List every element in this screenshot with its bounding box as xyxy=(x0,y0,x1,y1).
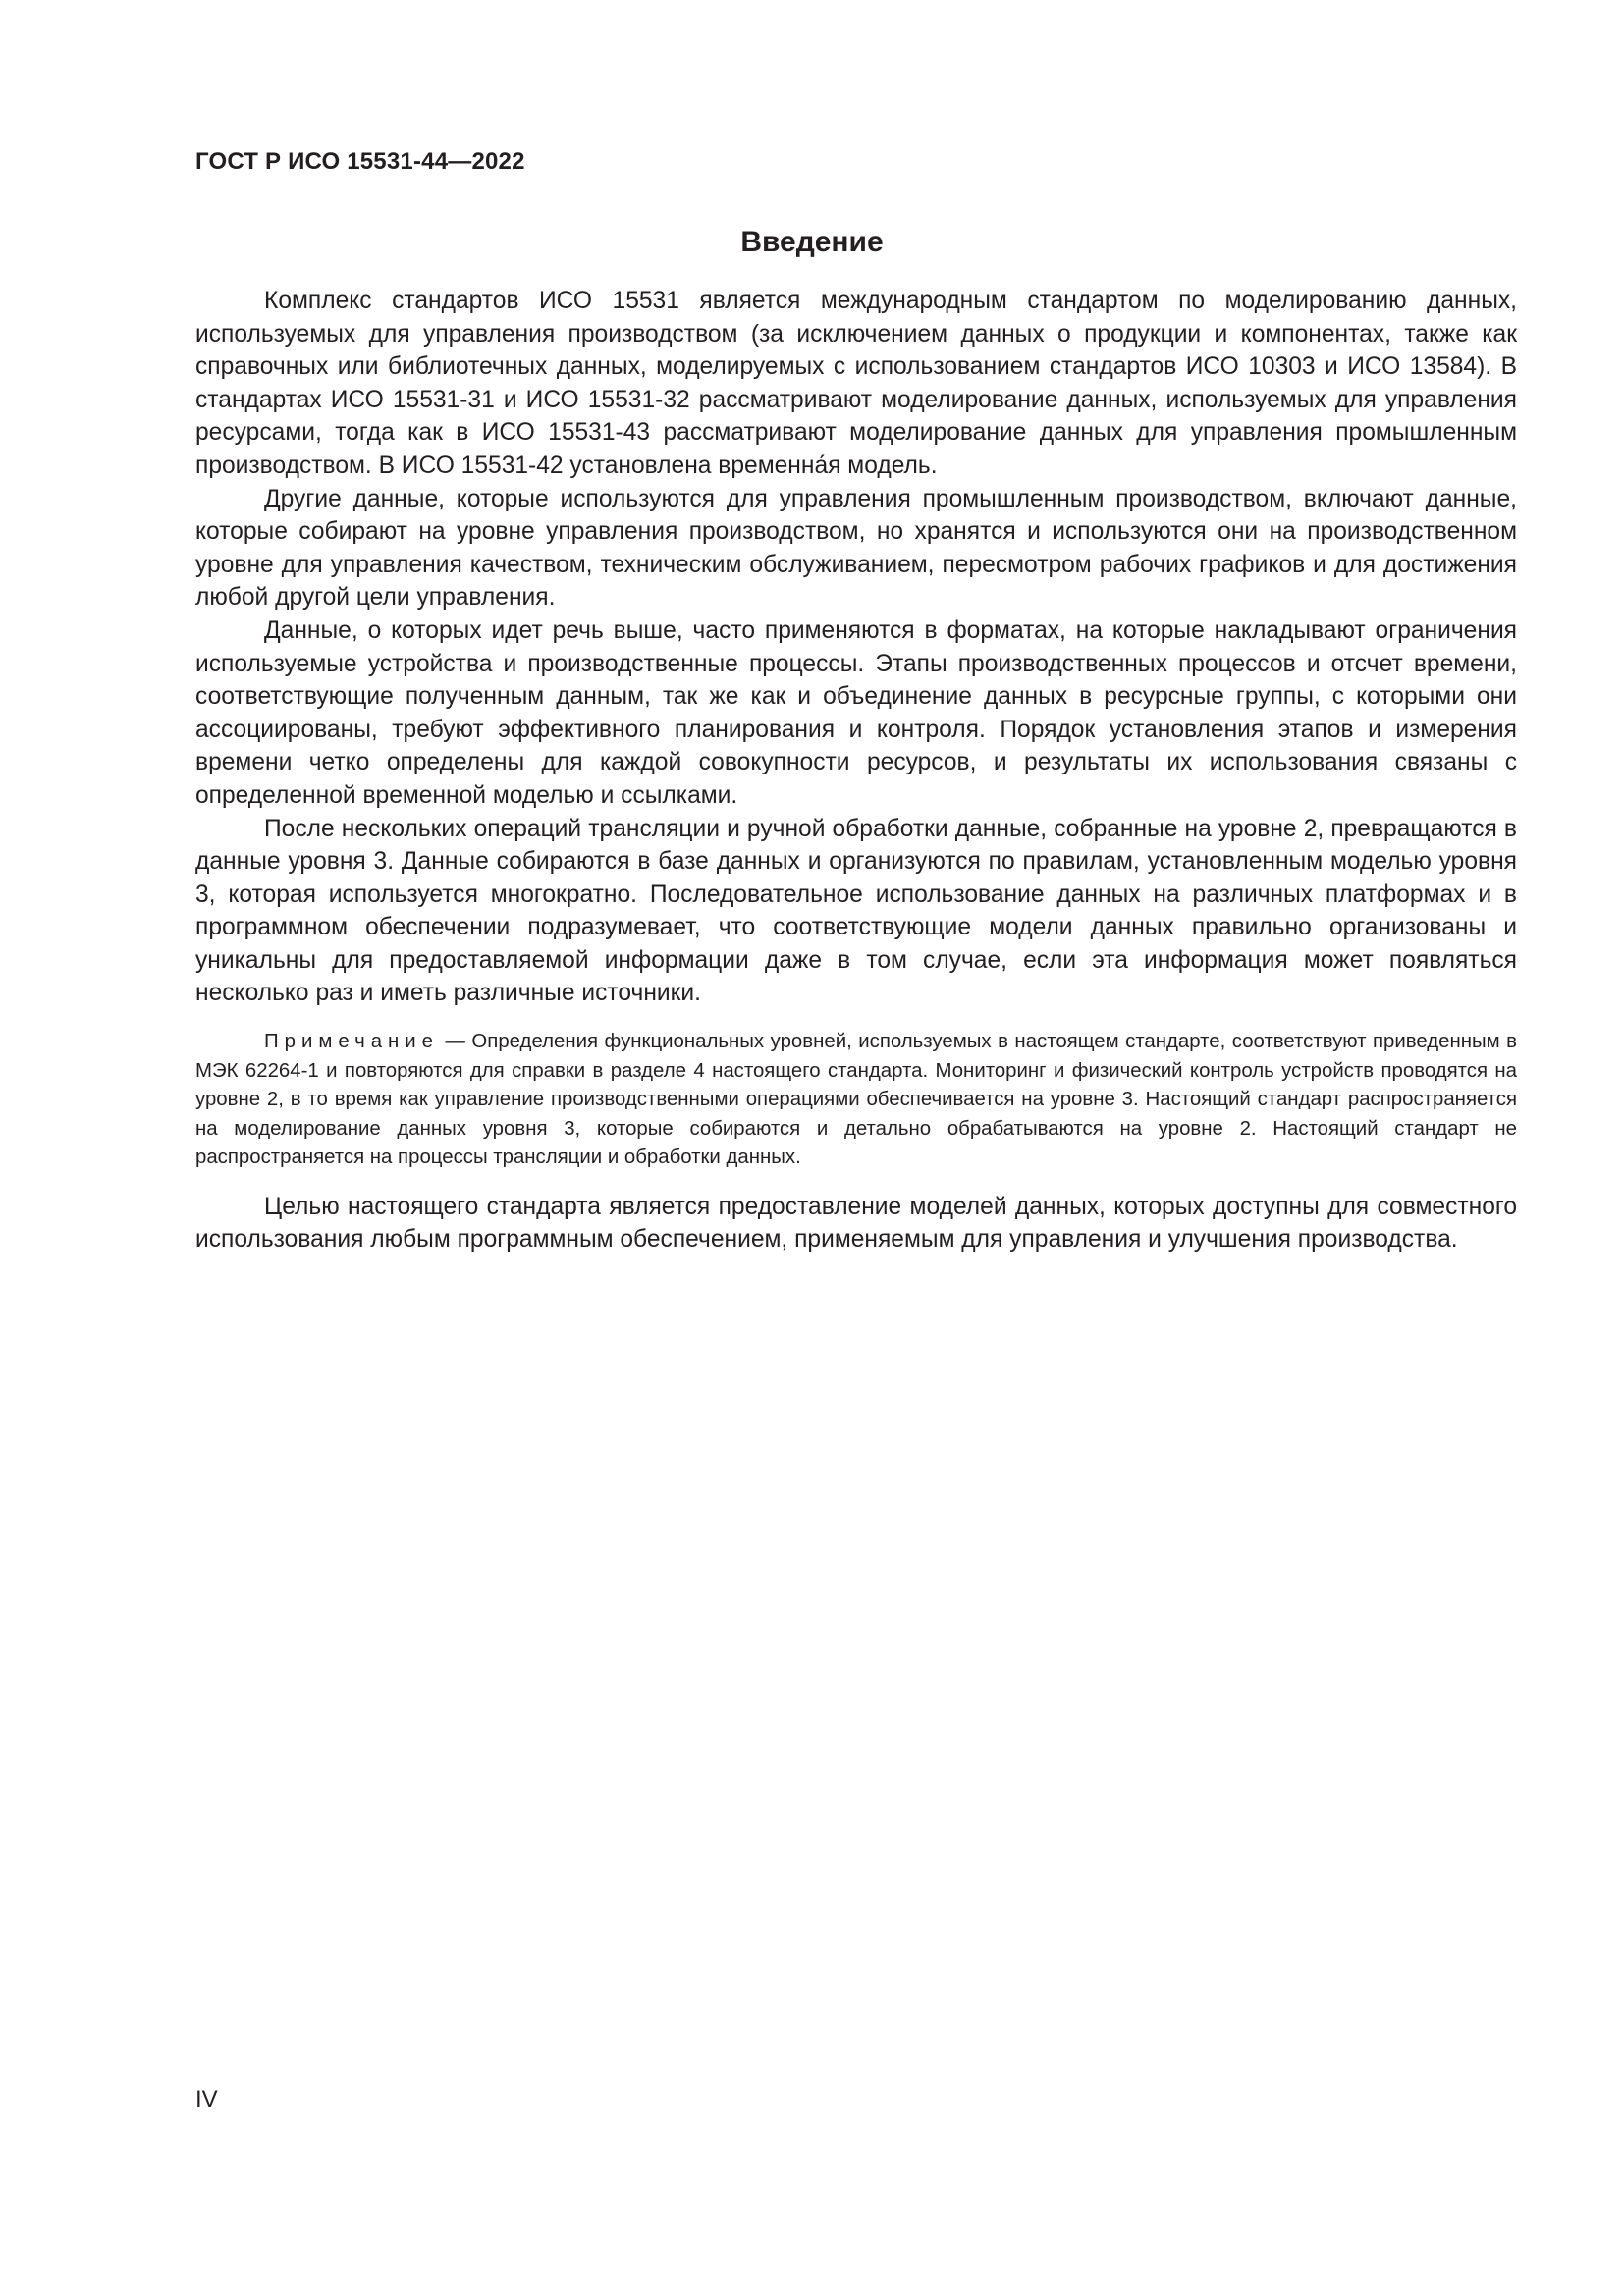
note-paragraph xyxy=(195,1028,1517,1173)
body-paragraph: После нескольких операций трансляции и ручной обработки данные, собранные на уровне 2, превращаются в данные уровня 3. Данные собираются в базе данных и организуются по правилам, установленным моделью уровня 3, которая используется многократно. Последовательное использование данных на различных платформах и в программном обеспечении подразумевает, что соответствующие модели данных правильно организованы и уникальны для предоставляемой информации даже в том случае, если эта информация может появляться несколько раз и иметь различные источники. xyxy=(195,815,1517,1007)
body-paragraph: Другие данные, которые используются для управления промышленным производством, включают данные, которые собирают на уровне управления производством, но хранятся и используются они на производственном уровне для управления качеством, техническим обслуживанием, пересмотром рабочих графиков и для достижения любой другой цели управления. xyxy=(195,485,1517,612)
document-code-header: ГОСТ Р ИСО 15531-44—2022 xyxy=(195,148,525,175)
body-paragraph: Комплекс стандартов ИСО 15531 является международным стандартом по моделированию данных, используемых для управления производством (за исключением данных о продукции и компонентах, также как справочных или библиотечных данных, моделируемых с использованием стандартов ИСО 10303 и ИСО 13584). В стандартах ИСО 15531-31 и ИСО 15531-32 рассматривают моделирование данных, используемых для управления ресурсами, тогда как в ИСО 15531-43 рассматривают моделирование данных для управления промышленным производством. В ИСО 15531-42 установлена временна́я модель. xyxy=(195,288,1517,479)
page-number: IV xyxy=(195,2086,218,2112)
body-paragraph: Данные, о которых идет речь выше, часто применяются в форматах, на которые накладывают ограничения используемые устройства и производственные процессы. Этапы производственных процессов и отсчет времени, соответствующие полученным данным, так же как и объединение данных в ресурсные группы, с которыми они ассоциированы, требуют эффективного планирования и контроля. Порядок установления этапов и измерения времени четко определены для каждой совокупности ресурсов, и результаты их использования связаны с определенной временной моделью и ссылками. xyxy=(195,616,1517,809)
note-text: — Определения функциональных уровней, используемых в настоящем стандарте, соответствуют приведенным в МЭК 62264-1 и повторяются для справки в разделе 4 настоящего стандарта. Мониторинг и физический контроль устройств проводятся на уровне 2, в то время как управление производственными операциями обеспечивается на уровне 3. Настоящий стандарт распространяется на моделирование данных уровня 3, которые собираются и детально обрабатываются на уровне 2. Настоящий стандарт не распространяется на процессы трансляции и обработки данных. xyxy=(195,1031,1517,1169)
closing-paragraph: Целью настоящего стандарта является предоставление моделей данных, которых доступны для совместного использования любым программным обеспечением, применяемым для управления и улучшения производства. xyxy=(195,1193,1517,1254)
document-body xyxy=(195,285,1517,1256)
note-label: Примечание xyxy=(264,1031,440,1053)
section-title: Введение xyxy=(740,226,884,258)
